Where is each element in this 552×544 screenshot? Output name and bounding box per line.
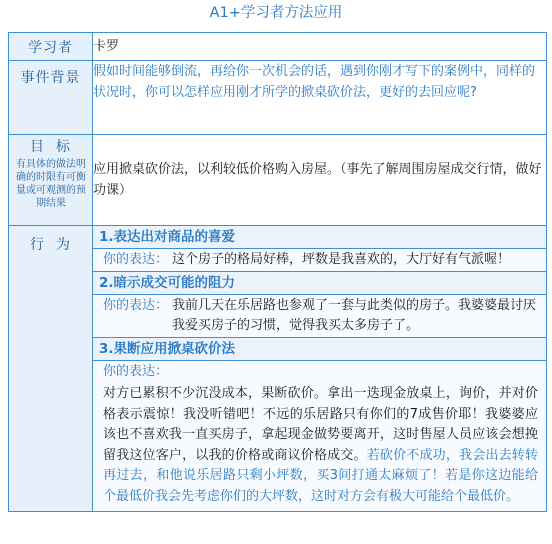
background-row: [9, 61, 547, 135]
goal-label: 目 标: [30, 139, 71, 155]
expression-text-main: 对方已累积不少沉没成本，果断砍价。拿出一迭现金放桌上，询价，并对价格表示震惊！我没听错吧！不远的乐居路只有你们的7成售价耶！我婆婆应该也不喜欢我一直买房子，拿起现金做势要离开，这时售屋人员应该会想挽留我这位客户，以我的价格或商议价格成交。: [103, 386, 538, 463]
expression-text: 我前几天在乐居路也参观了一套与此类似的房子。我婆婆最讨厌我爱买房子的习惯，觉得我买太多房子了。: [172, 298, 537, 333]
behavior-section-3: [93, 338, 546, 511]
behavior-section-2: [93, 272, 546, 338]
expression-row: [93, 295, 546, 337]
background-label: 事件背景: [9, 61, 93, 135]
learner-name: 卡罗: [93, 33, 547, 61]
expression-row: [93, 249, 546, 271]
goal-label-cell: [9, 135, 93, 226]
goal-row: [9, 135, 547, 226]
expression-label: 你的表达：: [103, 364, 169, 379]
section-heading: 2.暗示成交可能的阻力: [93, 272, 546, 295]
behavior-label: 行 为: [9, 226, 93, 512]
expression-text: [93, 382, 546, 511]
page-title: A1+学习者方法应用: [209, 5, 343, 21]
method-table: [8, 32, 547, 512]
expression-block: [93, 361, 546, 511]
behavior-section-1: [93, 226, 546, 272]
background-text: 假如时间能够倒流，再给你一次机会的话，遇到你刚才写下的案例中，同样的状况时，你可以怎样应用刚才所学的掀桌砍价法，更好的去回应呢?: [93, 61, 547, 135]
learner-label: 学习者: [9, 33, 93, 61]
behavior-content: [93, 226, 547, 512]
section-heading: 1.表达出对商品的喜爱: [93, 226, 546, 249]
goal-sublabel: 有具体的做法明确的时限有可衡量或可观测的预期结果: [16, 159, 86, 209]
expression-label: 你的表达：: [103, 252, 169, 267]
section-heading: 3.果断应用掀桌砍价法: [93, 338, 546, 361]
expression-text-fallback: 若砍价不成功，我会出去转转再过去，和他说乐居路只剩小坪数，买3间打通太麻烦了！若是你这边能给个最低价我会先考虑你们的大坪数，这时对方会有极大可能给个最低价。: [103, 447, 538, 504]
expression-text: 这个房子的格局好棒，坪数是我喜欢的，大厅好有气派喔！: [172, 252, 511, 267]
goal-text: 应用掀桌砍价法，以利较低价格购入房屋。（事先了解周围房屋成交行情，做好功课）: [93, 135, 547, 226]
learner-row: [9, 33, 547, 61]
expression-label: 你的表达：: [103, 298, 169, 313]
behavior-row: [9, 226, 547, 512]
